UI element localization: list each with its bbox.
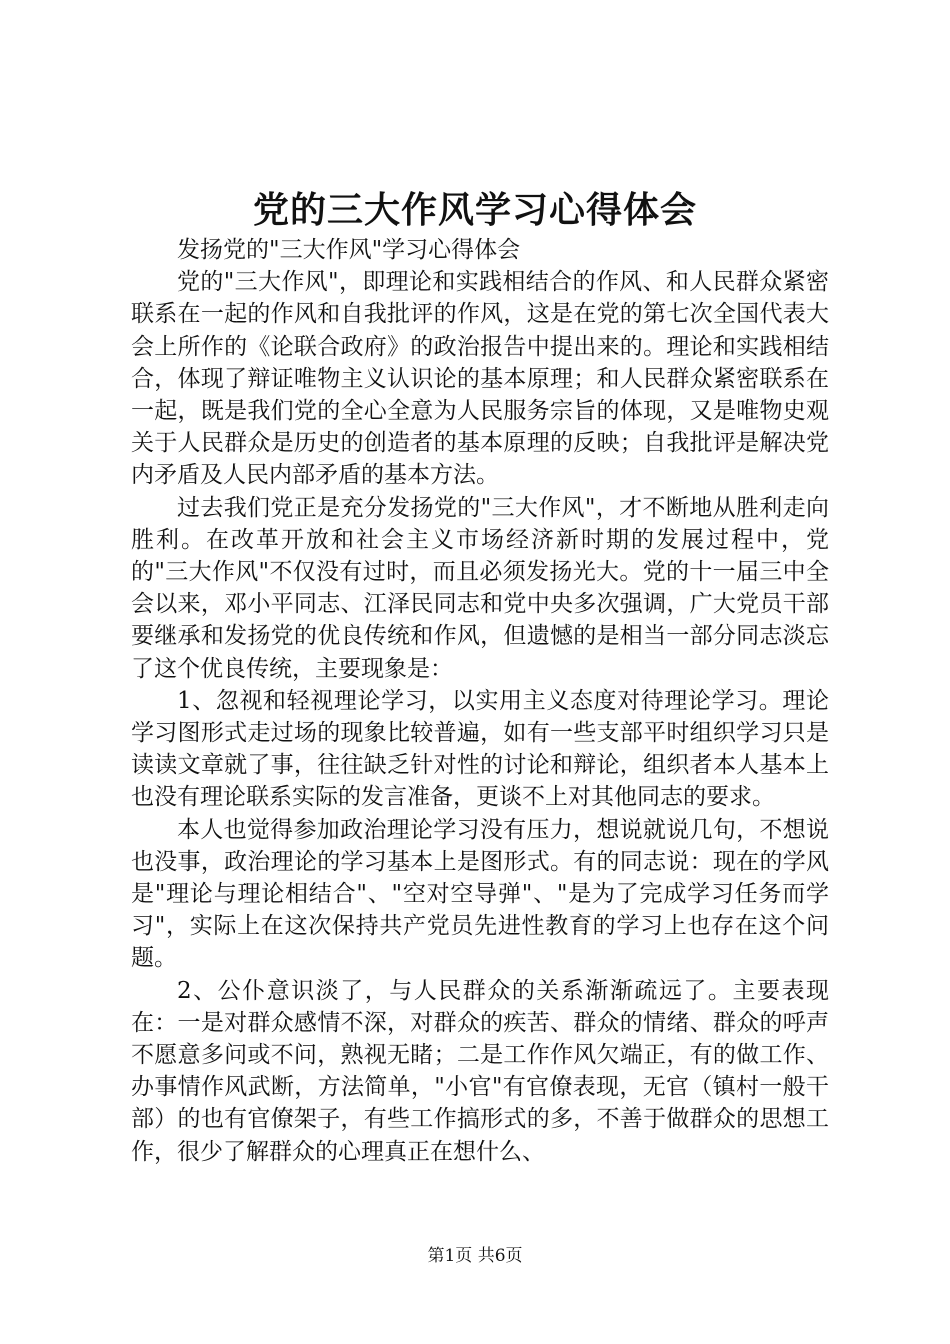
paragraph-subtitle: 发扬党的"三大作风"学习心得体会 xyxy=(177,237,521,263)
document-title: 党的三大作风学习心得体会 xyxy=(252,189,697,231)
paragraph-point-1: 1、忽视和轻视理论学习，以实用主义态度对待理论学习。理论学习图形式走过场的现象比较普遍，如有一些支部平时组织学习只是读读文章就了事，往往缺乏针对性的讨论和辩论，组织者本人基本上也没有理论联系实际的发言准备，更谈不上对其他同志的要求。 xyxy=(131,687,829,811)
paragraph-definition: 党的"三大作风"，即理论和实践相结合的作风、和人民群众紧密联系在一起的作风和自我批评的作风，这是在党的第七次全国代表大会上所作的《论联合政府》的政治报告中提出来的。理论和实践相结合，体现了辩证唯物主义认识论的基本原理；和人民群众紧密联系在一起，既是我们党的全心全意为人民服务宗旨的体现，又是唯物史观关于人民群众是历史的创造者的基本原理的反映；自我批评是解决党内矛盾及人民内部矛盾的基本方法。 xyxy=(131,269,829,489)
document-body xyxy=(131,234,829,1168)
paragraph-self-reflection: 本人也觉得参加政治理论学习没有压力，想说就说几句，不想说也没事，政治理论的学习基本上是图形式。有的同志说：现在的学风是"理论与理论相结合"、"空对空导弹"、"是为了完成学习任务而学习"，实际上在这次保持共产党员先进性教育的学习上也存在这个问题。 xyxy=(131,816,829,972)
page-footer: 第1页 共6页 xyxy=(427,1246,523,1266)
paragraph-point-2: 2、公仆意识淡了，与人民群众的关系渐渐疏远了。主要表现在：一是对群众感情不深，对群众的疾苦、群众的情绪、群众的呼声不愿意多问或不问，熟视无睹；二是工作作风欠端正，有的做工作、办事情作风武断，方法简单，"小官"有官僚表现，无官（镇村一般干部）的也有官僚架子，有些工作搞形式的多，不善于做群众的思想工作，很少了解群众的心理真正在想什么、 xyxy=(131,977,829,1165)
paragraph-history: 过去我们党正是充分发扬党的"三大作风"，才不断地从胜利走向胜利。在改革开放和社会主义市场经济新时期的发展过程中，党的"三大作风"不仅没有过时，而且必须发扬光大。党的十一届三中全会以来，邓小平同志、江泽民同志和党中央多次强调，广大党员干部要继承和发扬党的优良传统和作风，但遗憾的是相当一部分同志淡忘了这个优良传统，主要现象是： xyxy=(131,494,829,682)
